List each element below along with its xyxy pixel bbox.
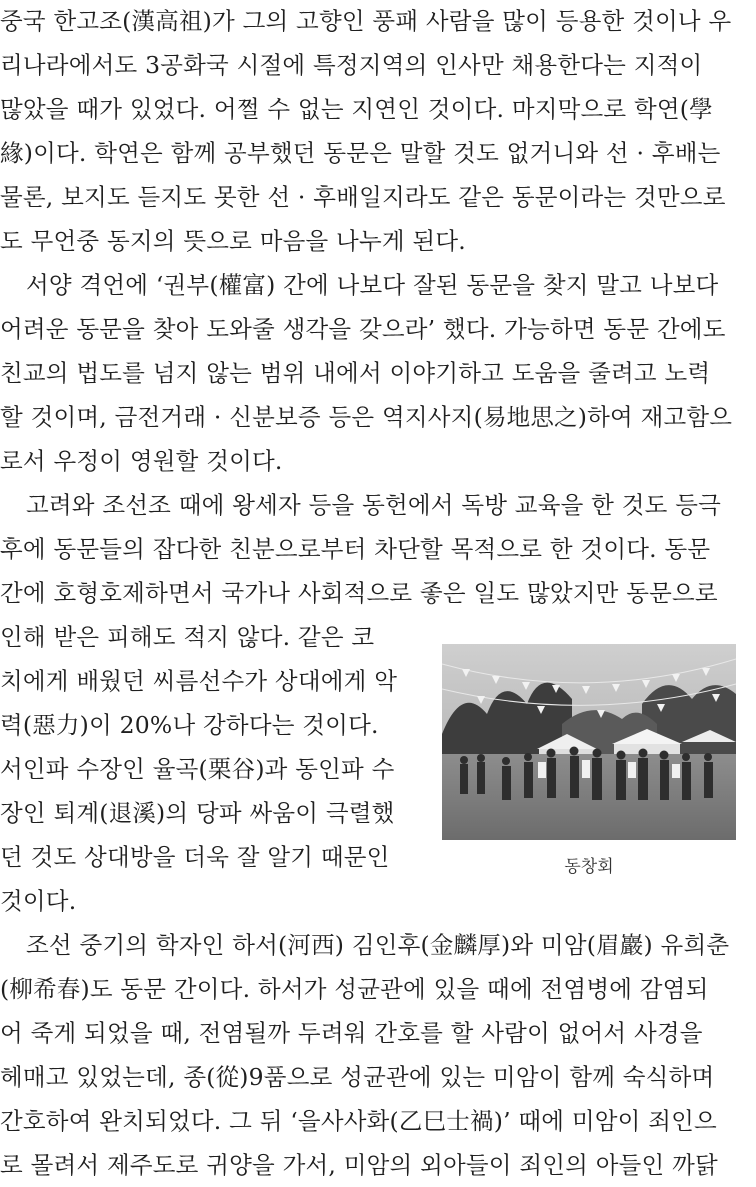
text-line: 간호하여 완치되었다. 그 뒤 ‘을사사화(乙巳士禍)’ 때에 미암이 죄인으 — [0, 1107, 717, 1135]
text-line: 고려와 조선조 때에 왕세자 등을 동헌에서 독방 교육을 한 것도 등극 — [26, 491, 722, 519]
photo-caption: 동창회 — [564, 857, 614, 877]
text-line: 로 몰려서 제주도로 귀양을 가서, 미암의 외아들이 죄인의 아들인 까닭 — [0, 1151, 718, 1179]
text-line: 간에 호형호제하면서 국가나 사회적으로 좋은 일도 많았지만 동문으로 — [0, 579, 718, 607]
text-line: 력(惡力)이 20%나 강하다는 것이다. — [0, 711, 379, 739]
text-line: 서양 격언에 ‘권부(權富) 간에 나보다 잘된 동문을 찾지 말고 나보다 — [26, 271, 719, 299]
text-line: 도 무언중 동지의 뜻으로 마음을 나누게 된다. — [0, 227, 466, 255]
reunion-photo — [442, 644, 736, 840]
text-line: 물론, 보지도 듣지도 못한 선 · 후배일지라도 같은 동문이라는 것만으로 — [0, 183, 726, 211]
text-line: 인해 받은 피해도 적지 않다. 같은 코 — [0, 623, 375, 651]
text-line: 어 죽게 되었을 때, 전염될까 두려워 간호를 할 사람이 없어서 사경을 — [0, 1019, 703, 1047]
text-line: 후에 동문들의 잡다한 친분으로부터 차단할 목적으로 한 것이다. 동문 — [0, 535, 711, 563]
text-line: 친교의 법도를 넘지 않는 범위 내에서 이야기하고 도움을 줄려고 노력 — [0, 359, 711, 387]
text-line: 치에게 배웠던 씨름선수가 상대에게 악 — [0, 667, 398, 695]
text-line: 헤매고 있었는데, 종(從)9품으로 성균관에 있는 미암이 함께 숙식하며 — [0, 1063, 715, 1091]
text-line: 중국 한고조(漢高祖)가 그의 고향인 풍패 사람을 많이 등용한 것이나 우 — [0, 7, 732, 35]
text-line: 장인 퇴계(退溪)의 당파 싸움이 극렬했 — [0, 799, 395, 827]
text-line: 것이다. — [0, 887, 77, 915]
text-line: 緣)이다. 학연은 함께 공부했던 동문은 말할 것도 없거니와 선 · 후배는 — [0, 139, 721, 167]
text-line: 많았을 때가 있었다. 어쩔 수 없는 지연인 것이다. 마지막으로 학연(學 — [0, 95, 713, 123]
text-line: 어려운 동문을 찾아 도와줄 생각을 갖으라’ 했다. 가능하면 동문 간에도 — [0, 315, 726, 343]
text-line: (柳希春)도 동문 간이다. 하서가 성균관에 있을 때에 전염병에 감염되 — [0, 975, 709, 1003]
text-line: 던 것도 상대방을 더욱 잘 알기 때문인 — [0, 843, 390, 871]
text-line: 할 것이며, 금전거래 · 신분보증 등은 역지사지(易地思之)하여 재고함으 — [0, 403, 733, 431]
text-line: 조선 중기의 학자인 하서(河西) 김인후(金麟厚)와 미암(眉巖) 유희춘 — [26, 931, 730, 959]
text-line: 로서 우정이 영원할 것이다. — [0, 447, 283, 475]
text-line: 리나라에서도 3공화국 시절에 특정지역의 인사만 채용한다는 지적이 — [0, 51, 703, 79]
text-line: 서인파 수장인 율곡(栗谷)과 동인파 수 — [0, 755, 395, 783]
